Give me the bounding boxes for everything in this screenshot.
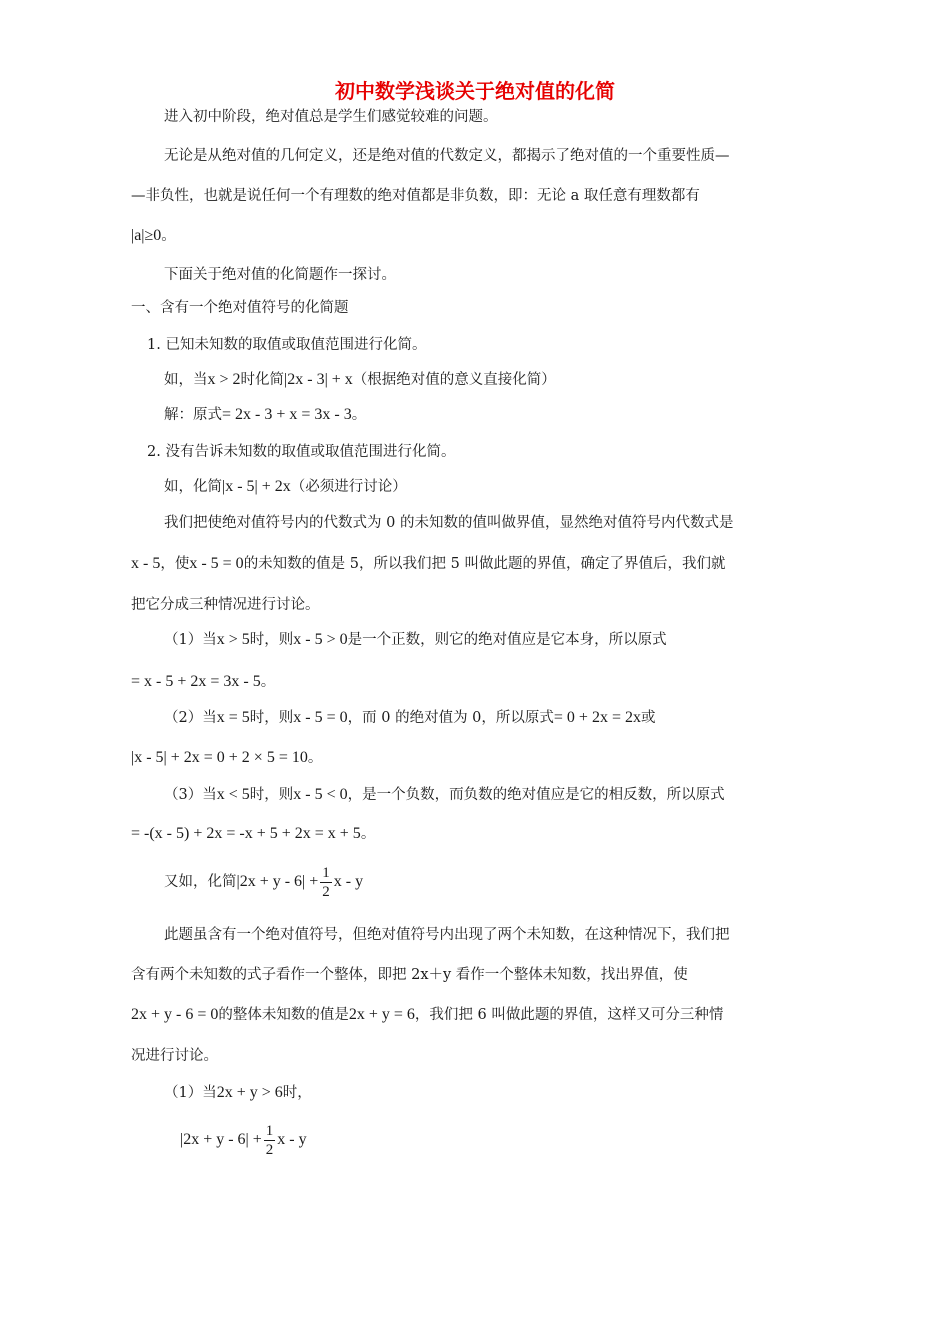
math-expr: = x - 5 + 2x = 3x - 5 xyxy=(131,673,261,690)
fraction-one-half: $\frac{1}{2}$ xyxy=(265,1122,274,1158)
math-expr: |x - 5| + 2x xyxy=(222,478,291,495)
math-expr: x > 5 xyxy=(216,631,250,648)
para2-line: 下面关于绝对值的化简题作一探讨。 xyxy=(164,267,396,283)
item2-heading: 2. 没有告诉未知数的取值或取值范围进行化简。 xyxy=(147,444,456,460)
abs-nonneg-formula: |a|≥0 xyxy=(131,227,162,244)
case2-line2: |x - 5| + 2x = 0 + 2 × 5 = 10。 xyxy=(131,749,323,766)
math-expr: = -(x - 5) + 2x = -x + 5 + 2x = x + 5 xyxy=(131,825,361,842)
ex3-para-line2: 含有两个未知数的式子看作一个整体，即把 2x＋y 看作一个整体未知数，找出界值，使 xyxy=(131,967,688,983)
math-expr: x - y xyxy=(333,873,364,890)
math-expr: 2x + y > 6 xyxy=(216,1084,283,1101)
case3-line2: = -(x - 5) + 2x = -x + 5 + 2x = x + 5。 xyxy=(131,825,376,842)
math-expr: = 2x - 3 + x = 3x - 3 xyxy=(222,406,352,423)
math-expr: = 0 + 2x = 2x xyxy=(553,709,641,726)
math-expr: x = 5 xyxy=(216,709,250,726)
math-expr: |x - 5| + 2x = 0 + 2 × 5 = 10 xyxy=(131,749,308,766)
example3-line: 又如，化简|2x + y - 6| + $\frac{1}{2}$ x - y xyxy=(164,864,364,900)
case1-line1: （1）当x > 5时，则x - 5 > 0是一个正数，则它的绝对值应是它本身，所以原式 xyxy=(164,631,667,648)
ex3-para-line1: 此题虽含有一个绝对值符号，但绝对值符号内出现了两个未知数，在这种情况下，我们把 xyxy=(164,927,730,943)
para1-line2: —非负性，也就是说任何一个有理数的绝对值都是非负数，即：无论 a 取任意有理数都有 xyxy=(131,188,700,204)
math-expr: x - 5 < 0 xyxy=(293,786,348,803)
para1-line3: |a|≥0。 xyxy=(131,227,176,244)
page-title: 初中数学浅谈关于绝对值的化简 xyxy=(335,79,615,103)
math-expr: x - 5 = 0 xyxy=(293,709,348,726)
case3-line1: （3）当x < 5时，则x - 5 < 0，是一个负数，而负数的绝对值应是它的相反数，所以原式 xyxy=(164,786,725,803)
math-expr: x - 5 xyxy=(131,555,161,572)
math-expr: |2x + y - 6| + xyxy=(180,1131,262,1148)
item2-para-line2: x - 5，使x - 5 = 0的未知数的值是 5，所以我们把 5 叫做此题的界值，确定了界值后，我们就 xyxy=(131,555,726,572)
math-expr: x < 5 xyxy=(216,786,250,803)
para1-line1: 无论是从绝对值的几何定义，还是绝对值的代数定义，都揭示了绝对值的一个重要性质— xyxy=(164,148,730,164)
case1-line2: = x - 5 + 2x = 3x - 5。 xyxy=(131,673,276,690)
intro-line: 进入初中阶段，绝对值总是学生们感觉较难的问题。 xyxy=(164,109,498,125)
ex3-case1-line: （1）当2x + y > 6时， xyxy=(164,1084,312,1101)
section1-heading: 一、含有一个绝对值符号的化简题 xyxy=(131,300,349,316)
item2-para-line1: 我们把使绝对值符号内的代数式为 0 的未知数的值叫做界值，显然绝对值符号内代数式是 xyxy=(164,515,734,531)
ex3-para-line4: 况进行讨论。 xyxy=(131,1048,218,1064)
math-expr: 2x + y - 6 = 0 xyxy=(131,1006,219,1023)
math-expr: x - 5 = 0 xyxy=(189,555,244,572)
math-expr: x - y xyxy=(277,1131,307,1148)
item1-solution: 解：原式= 2x - 3 + x = 3x - 3。 xyxy=(164,406,367,423)
math-expr: |2x + y - 6| + xyxy=(236,873,319,890)
item1-example: 如，当x > 2时化简|2x - 3| + x（根据绝对值的意义直接化简） xyxy=(164,371,556,388)
item2-example: 如，化简|x - 5| + 2x（必须进行讨论） xyxy=(164,478,407,495)
math-expr: 2x + y = 6 xyxy=(348,1006,415,1023)
math-expr: |2x - 3| + x xyxy=(284,371,353,388)
item2-para-line3: 把它分成三种情况进行讨论。 xyxy=(131,597,320,613)
fraction-one-half: $\frac{1}{2}$ xyxy=(322,864,330,900)
case2-line1: （2）当x = 5时，则x - 5 = 0，而 0 的绝对值为 0，所以原式= 0 + 2x = 2x或 xyxy=(164,709,656,726)
math-expr: x > 2 xyxy=(207,371,241,388)
item1-heading: 1. 已知未知数的取值或取值范围进行化简。 xyxy=(147,337,427,353)
ex3-para-line3: 2x + y - 6 = 0的整体未知数的值是2x + y = 6，我们把 6 叫做此题的界值，这样又可分三种情 xyxy=(131,1006,724,1023)
math-expr: x - 5 > 0 xyxy=(293,631,348,648)
ex3-case1-formula xyxy=(180,1120,307,1160)
